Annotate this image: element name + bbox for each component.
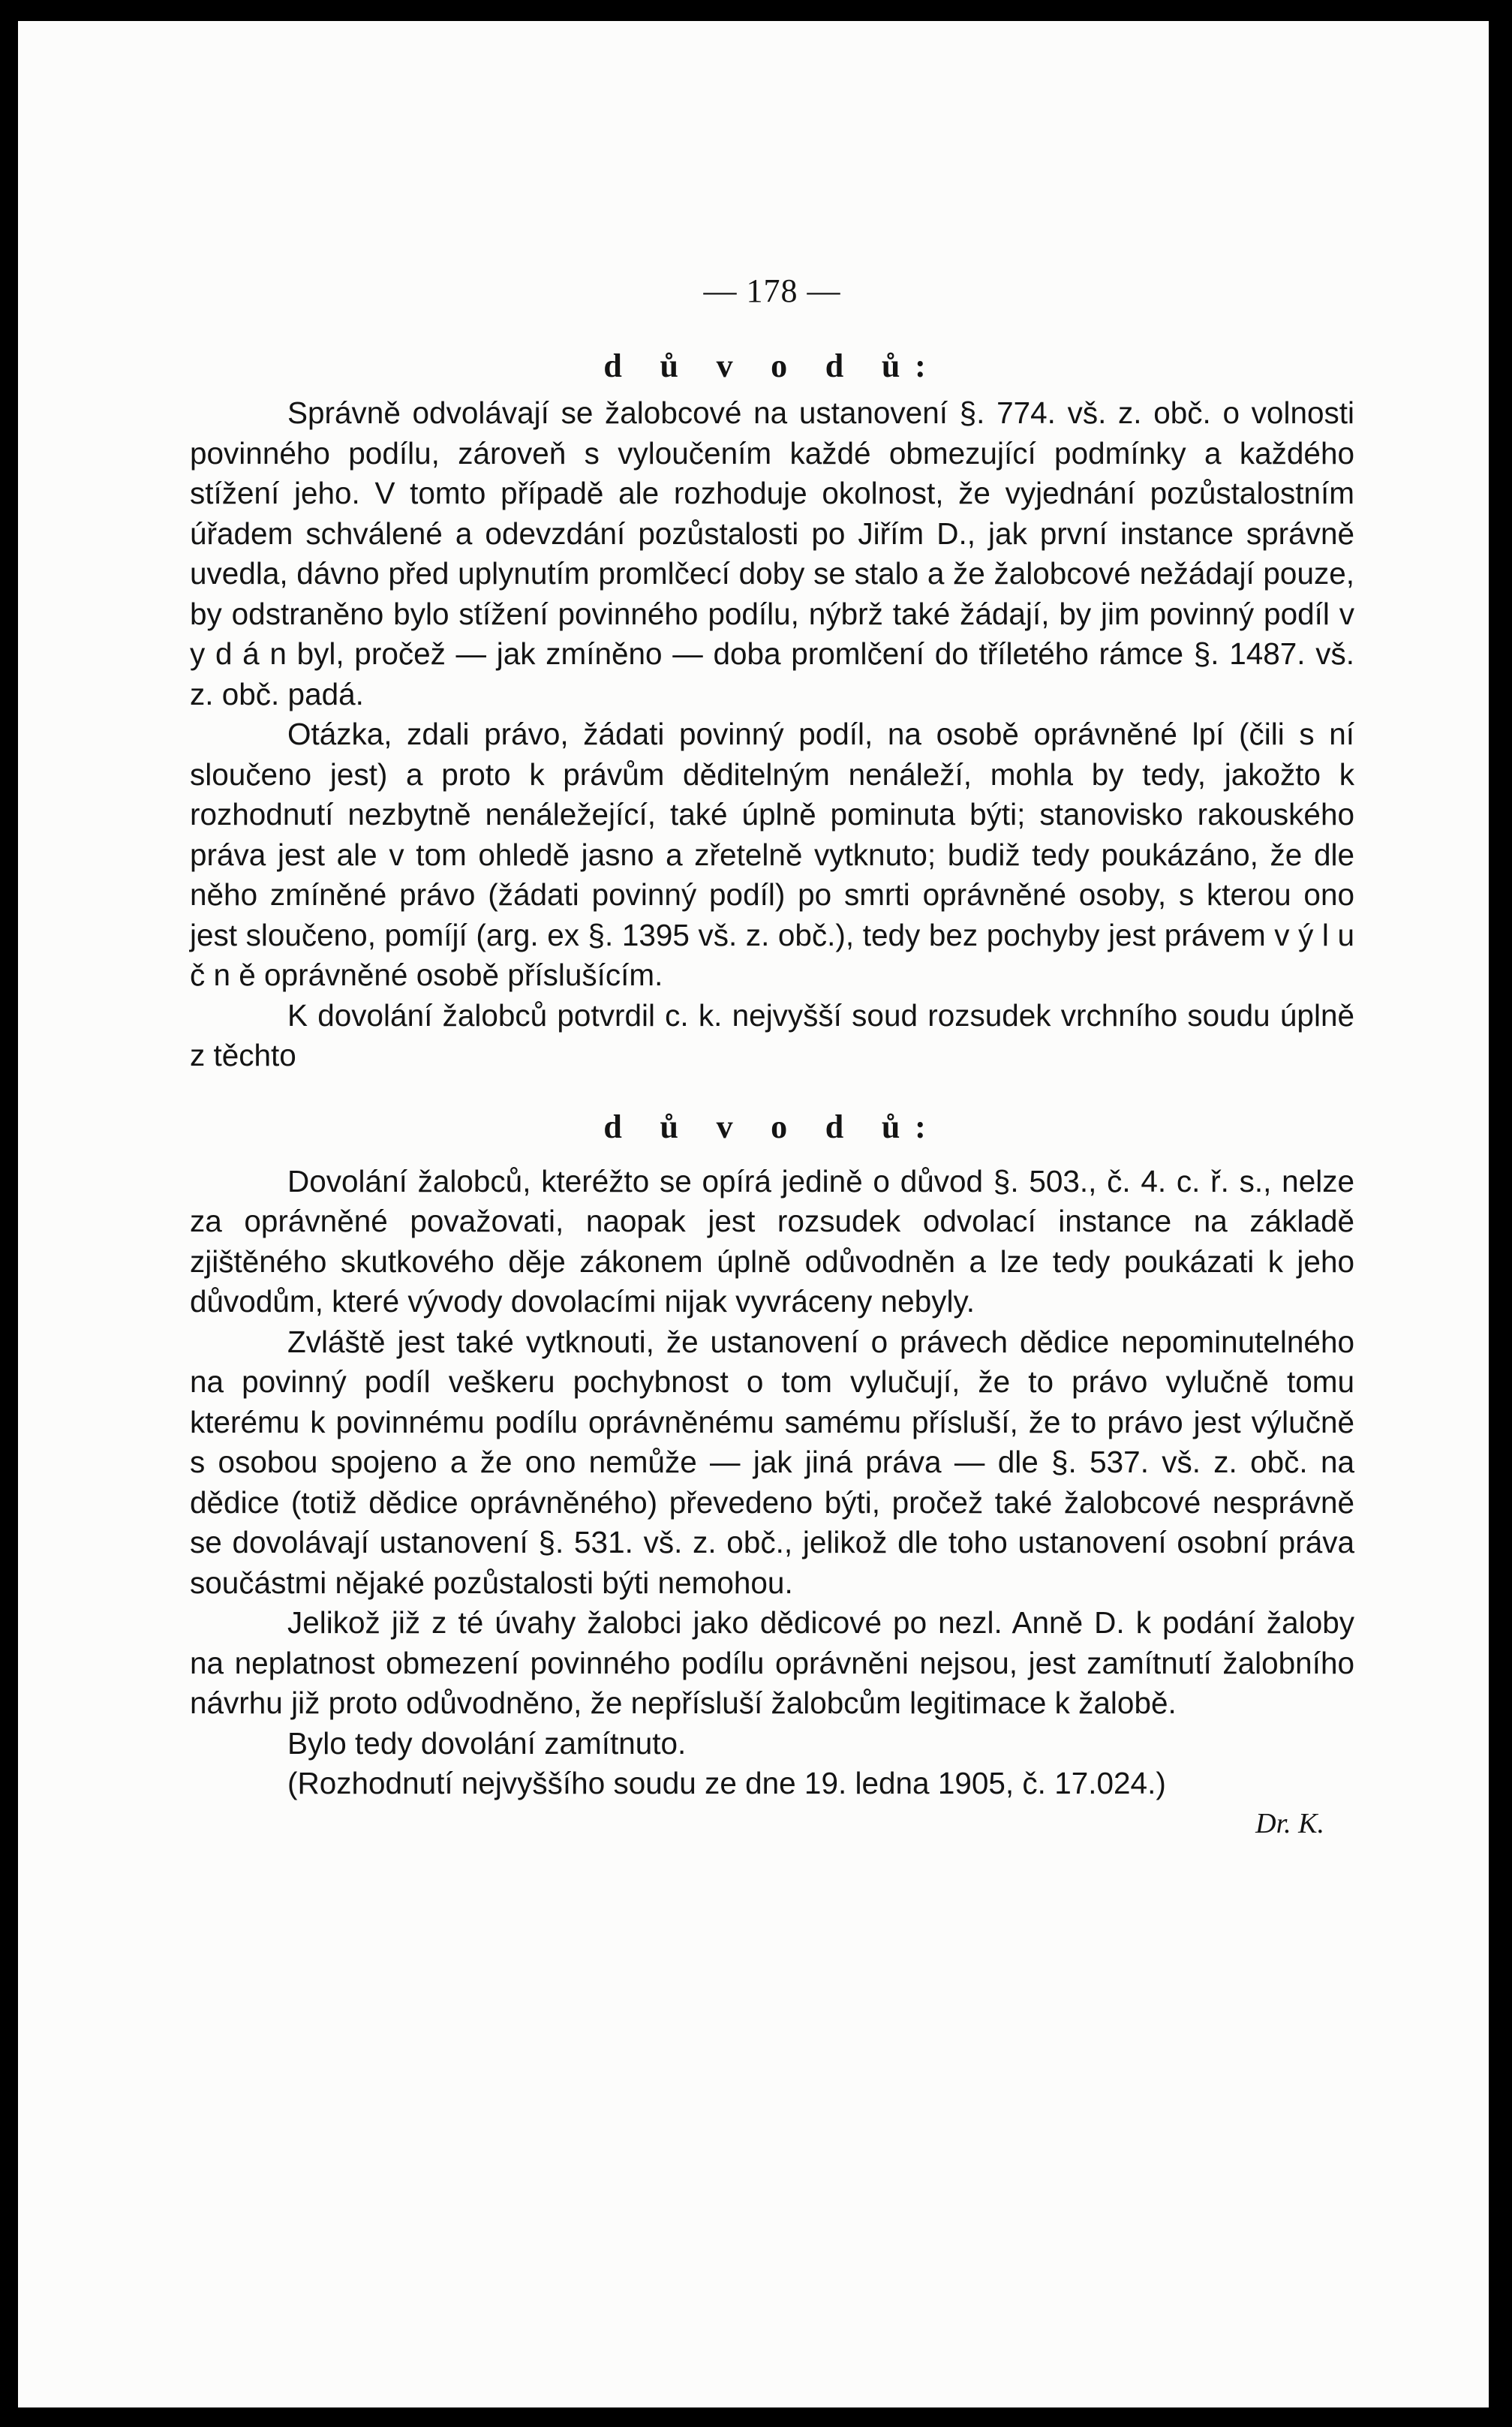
section-heading-second: d ů v o d ů:: [603, 1108, 941, 1145]
page-content: [190, 269, 1354, 1844]
paragraph-second-4: Bylo tedy dovolání zamítnuto.: [287, 1725, 687, 1761]
paragraph-first-2: Otázka, zdali právo, žádati povinný podíl, na osobě oprávněné lpí (čili s ní sloučeno jest) a proto k právům děditelným nenáleží, mohla by tedy, jakožto k rozhodnutí nezbytně nenáležející, také úplně pominuta býti; stanovisko rakouského práva jest ale v tom ohledě jasno a zřetelně vytknuto; budiž tedy poukázáno, že dle něho zmíněné právo (žádati povinný podíl) po smrti oprávněné osoby, s kterou ono jest sloučeno, pomíjí (arg. ex §. 1395 vš. z. obč.), tedy bez pochyby jest právem v ý l u č n ě oprávněné osobě příslušícím.: [190, 717, 1354, 992]
section-heading-first: d ů v o d ů:: [603, 347, 941, 384]
scanned-page: [18, 21, 1489, 2407]
paragraph-second-3: Jelikož již z té úvahy žalobci jako dědicové po nezl. Anně D. k podání žaloby na neplatnost obmezení povinného podílu oprávněni nejsou, jest zamítnutí žalobního návrhu již proto odůvodněno, že nepřísluší žalobcům legitimace k žalobě.: [190, 1605, 1354, 1720]
page-number: — 178 —: [703, 272, 841, 309]
paragraph-first-3: K dovolání žalobců potvrdil c. k. nejvyšší soud rozsudek vrchního soudu úplně z těchto: [190, 997, 1354, 1072]
author-signature: Dr. K.: [1255, 1807, 1324, 1839]
paragraph-second-1: Dovolání žalobců, kteréžto se opírá jedině o důvod §. 503., č. 4. c. ř. s., nelze za oprávněné považovati, naopak jest rozsudek odvolací instance na základě zjištěného skutkového děje zákonem úplně odůvodněn a lze tedy poukázati k jeho důvodům, které vývody dovolacími nijak vyvráceny nebyly.: [190, 1163, 1354, 1319]
paragraph-second-2: Zvláště jest také vytknouti, že ustanovení o právech dědice nepominutelného na povinný podíl veškeru pochybnost o tom vylučují, že to právo vylučně tomu kterému k povinnému podílu oprávněnému samému přísluší, že to právo jest výlučně s osobou spojeno a že ono nemůže — jak jiná práva — dle §. 537. vš. z. obč. na dědice (totiž dědice oprávněného) převedeno býti, pročež také žalobcové nesprávně se dovolávají ustanovení §. 531. vš. z. obč., jelikož dle toho ustanovení osobní práva součástmi nějaké pozůstalosti býti nemohou.: [190, 1324, 1354, 1600]
decision-citation: (Rozhodnutí nejvyššího soudu ze dne 19. ledna 1905, č. 17.024.): [287, 1766, 1166, 1800]
paragraph-first-1: Správně odvolávají se žalobcové na ustanovení §. 774. vš. z. obč. o volnosti povinného podílu, zároveň s vyloučením každé obmezující podmínky a každého stížení jeho. V tomto případě ale rozhoduje okolnost, že vyjednání pozůstalostním úřadem schválené a odevzdání pozůstalosti po Jiřím D., jak první instance správně uvedla, dávno před uplynutím promlčecí doby se stalo a že žalobcové nežádají pouze, by odstraněno bylo stížení povinného podílu, nýbrž také žádají, by jim povinný podíl v y d á n byl, pročež — jak zmíněno — doba promlčení do tříletého rámce §. 1487. vš. z. obč. padá.: [190, 395, 1354, 711]
